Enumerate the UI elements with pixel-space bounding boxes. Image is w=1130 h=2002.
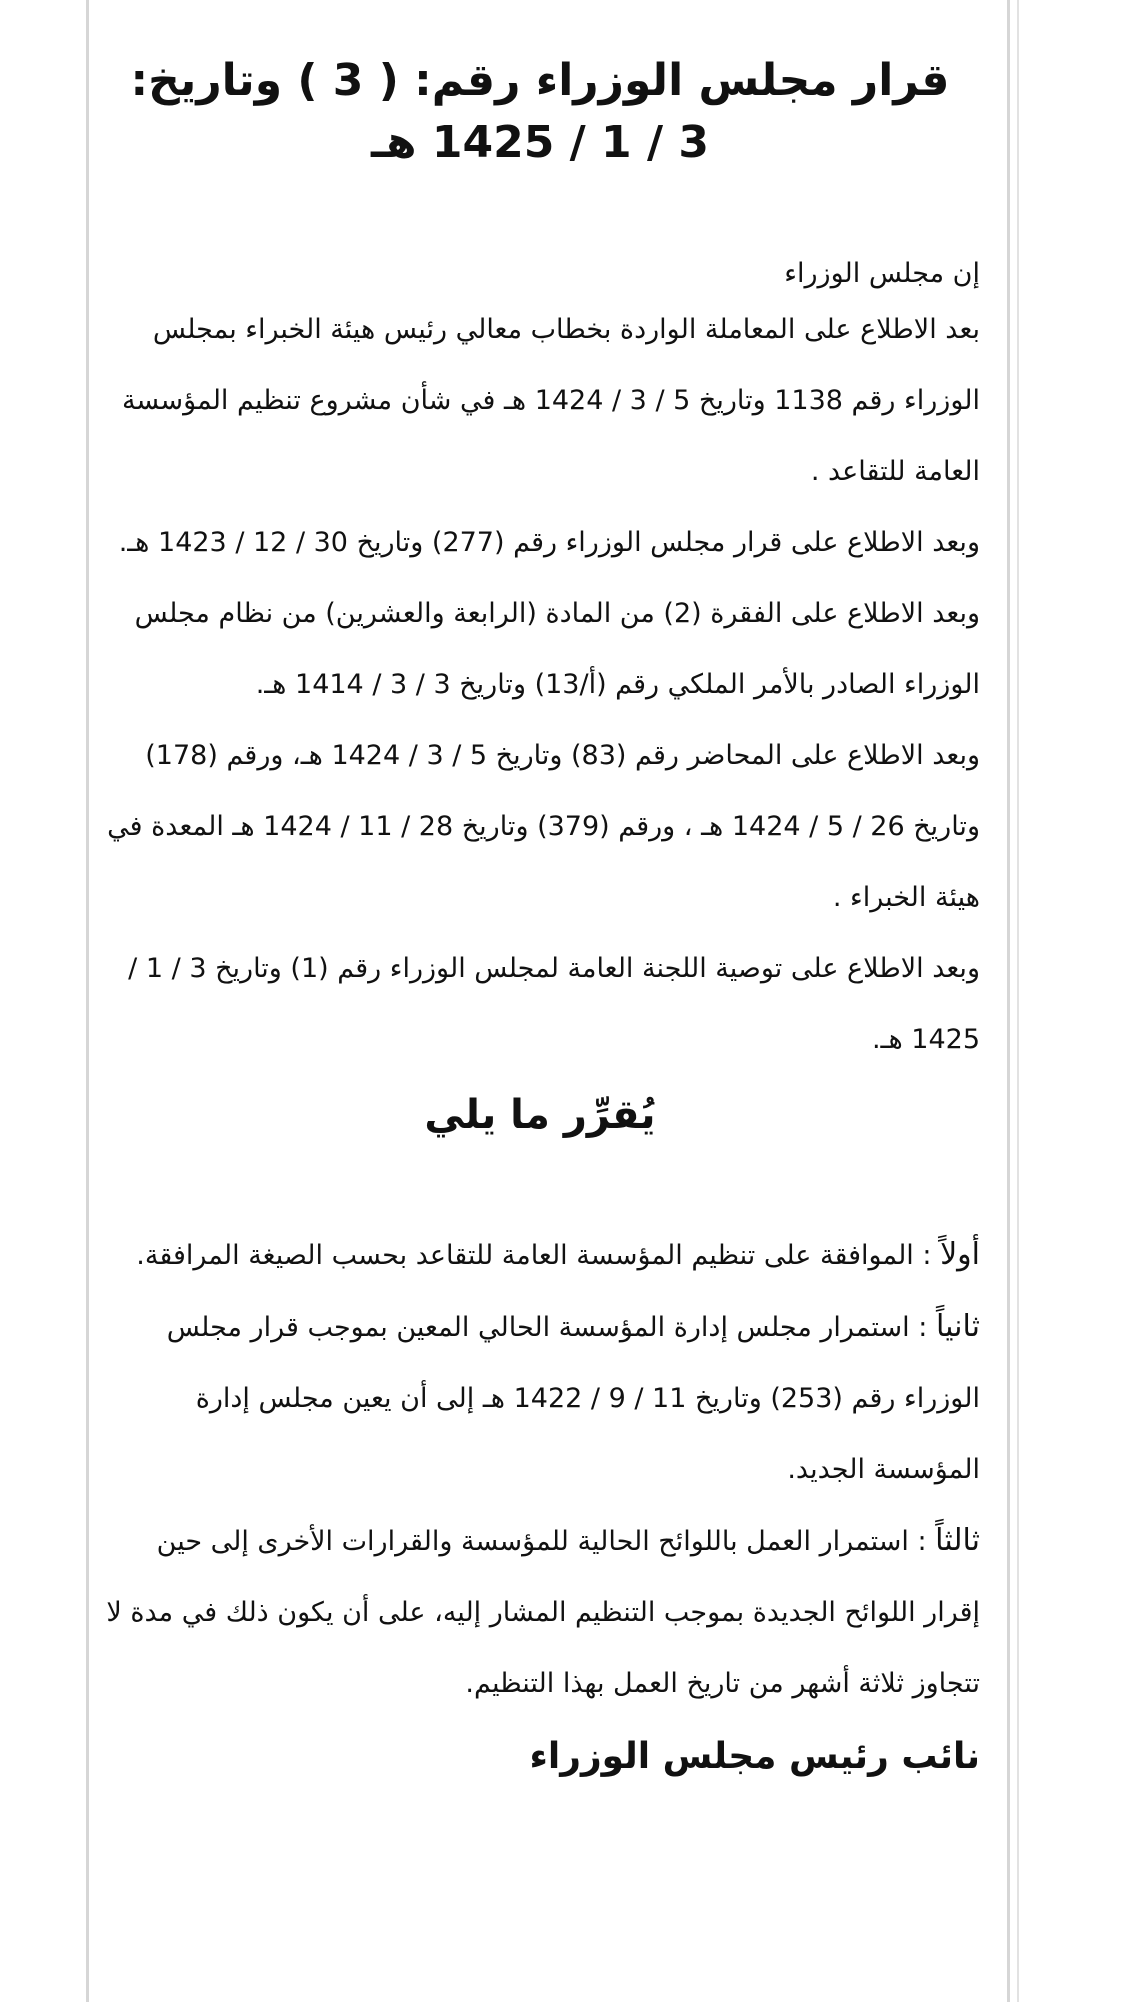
preamble-paragraph: وبعد الاطلاع على الفقرة (2) من المادة (الرابعة والعشرين) من نظام مجلس الوزراء الصادر بالأمر الملكي رقم (أ/13) وتاريخ 3 / 3 / 1414 هـ. [134,598,980,700]
article-second [100,1291,980,1505]
left-border-line [86,0,89,2002]
articles [100,1219,980,1719]
document-title: قرار مجلس الوزراء رقم: ( 3 ) وتاريخ: 3 / 1 / 1425 هـ [130,55,950,168]
decree-heading: يُقرِّر ما يلي [424,1092,656,1138]
preamble-paragraph: وبعد الاطلاع على قرار مجلس الوزراء رقم (277) وتاريخ 30 / 12 / 1423 هـ. [118,527,980,558]
preamble [100,294,980,1075]
article-third [100,1505,980,1719]
article-label: ثانياً [935,1309,980,1344]
article-first [100,1219,980,1291]
article-label: أولاً [940,1237,980,1272]
preamble-paragraph: وبعد الاطلاع على المحاضر رقم (83) وتاريخ 5 / 3 / 1424 هـ، ورقم (178) وتاريخ 26 / 5 / 1424 هـ ، ورقم (379) وتاريخ 28 / 11 / 1424 هـ المعدة في هيئة الخبراء . [107,740,980,913]
signature: نائب رئيس مجلس الوزراء [529,1736,980,1777]
article-text: : الموافقة على تنظيم المؤسسة العامة للتقاعد بحسب الصيغة المرافقة. [136,1240,941,1271]
article-label: ثالثاً [935,1523,980,1558]
article-text: : استمرار مجلس إدارة المؤسسة الحالي المعين بموجب قرار مجلس الوزراء رقم (253) وتاريخ 11 / 9 / 1422 هـ إلى أن يعين مجلس إدارة المؤسسة الجديد. [166,1312,980,1485]
right-border-line [1007,0,1010,2002]
preamble-paragraph: وبعد الاطلاع على توصية اللجنة العامة لمجلس الوزراء رقم (1) وتاريخ 3 / 1 / 1425 هـ. [128,953,980,1055]
right-border-line-outer [1017,0,1019,2002]
intro-text: إن مجلس الوزراء [784,258,980,289]
article-text: : استمرار العمل باللوائح الحالية للمؤسسة والقرارات الأخرى إلى حين إقرار اللوائح الجديدة بموجب التنظيم المشار إليه، على أن يكون ذلك في مدة لا تتجاوز ثلاثة أشهر من تاريخ العمل بهذا التنظيم. [106,1526,980,1699]
document-page [100,30,980,1787]
preamble-paragraph: بعد الاطلاع على المعاملة الواردة بخطاب معالي رئيس هيئة الخبراء بمجلس الوزراء رقم 1138 وتاريخ 5 / 3 / 1424 هـ في شأن مشروع تنظيم المؤسسة العامة للتقاعد . [121,314,980,487]
